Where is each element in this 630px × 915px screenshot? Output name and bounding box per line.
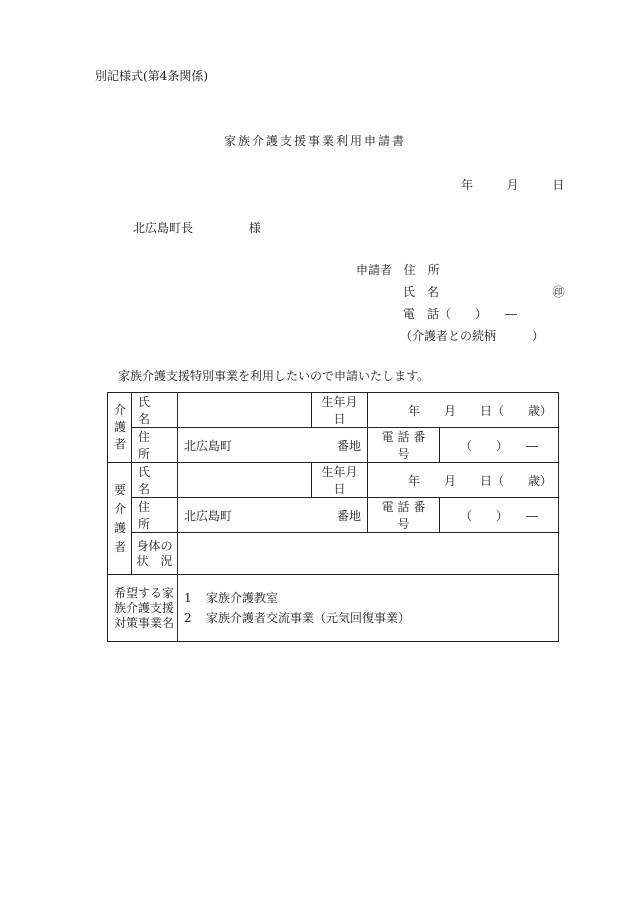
caregiver-name-row [108,393,559,428]
care-recipient-name-row [108,463,559,498]
addressee-name: 北広島町長 [133,221,194,235]
care-recipient-phone-label: 電 話 番 号 [368,498,440,533]
desired-service-options [178,575,559,642]
caregiver-address-town: 北広島町 [184,438,233,453]
care-recipient-address-label: 住 所 [132,498,178,533]
caregiver-phone-label: 電 話 番 号 [368,428,440,463]
caregiver-name-field[interactable] [178,393,312,428]
caregiver-name-label: 氏 名 [132,393,178,428]
care-recipient-phone-field[interactable]: （ ） ― [440,498,559,533]
physical-condition-label: 身体の状 況 [132,533,178,575]
caregiver-birth-label: 生年月日 [312,393,368,428]
applicant-block [356,263,565,351]
applicant-name-row [356,285,565,307]
document-title: 家族介護支援事業利用申請書 [223,134,406,148]
applicant-relation-label: （介護者との続柄 ） [400,329,545,343]
applicant-phone-label: 電 話（ ） ― [403,307,518,321]
applicant-phone-row [356,307,565,329]
application-table [107,392,559,642]
desired-service-label: 希望する家族介護支援対策事業名 [108,575,178,642]
option-label: 家族介護者交流事業（元気回復事業） [206,611,411,625]
care-recipient-address-field[interactable] [178,498,368,533]
care-recipient-address-town: 北広島町 [184,508,233,523]
care-recipient-birth-label: 生年月日 [312,463,368,498]
form-number-label: 別記様式(第4条関係) [95,69,208,83]
addressee [133,221,261,235]
option-label: 家族介護教室 [206,591,279,605]
care-recipient-group-label: 要介護者 [108,463,132,575]
caregiver-address-field[interactable] [178,428,368,463]
caregiver-banchi-label: 番地 [336,438,361,453]
caregiver-group-label: 介護者 [108,393,132,463]
intro-text: 家族介護支援特別事業を利用したいので申請いたします。 [118,369,430,383]
physical-condition-field[interactable] [178,533,559,575]
applicant-address-label: 住 所 [403,263,440,277]
date-day-label: 日 [552,178,565,192]
care-recipient-name-label: 氏 名 [132,463,178,498]
date-month-label: 月 [506,178,519,192]
applicant-label: 申請者 [356,263,393,277]
desired-service-row [108,575,559,642]
caregiver-address-label: 住 所 [132,428,178,463]
option-number: 2 [184,611,192,625]
service-option[interactable] [184,588,552,608]
care-recipient-name-field[interactable] [178,463,312,498]
service-option[interactable] [184,608,552,628]
caregiver-phone-field[interactable]: （ ） ― [440,428,559,463]
addressee-honorific: 様 [248,221,261,235]
date-line [461,178,564,192]
care-recipient-address-row [108,498,559,533]
option-number: 1 [184,591,192,605]
physical-condition-row [108,533,559,575]
caregiver-birth-field[interactable]: 年 月 日（ 歳） [368,393,559,428]
care-recipient-banchi-label: 番地 [336,508,361,523]
caregiver-address-row [108,428,559,463]
applicant-name-label: 氏 名 [403,285,440,299]
date-year-label: 年 [461,178,474,192]
care-recipient-birth-field[interactable]: 年 月 日（ 歳） [368,463,559,498]
applicant-address-row [356,263,565,285]
seal-mark: ㊞ [552,285,565,299]
applicant-relation-row [356,329,565,351]
